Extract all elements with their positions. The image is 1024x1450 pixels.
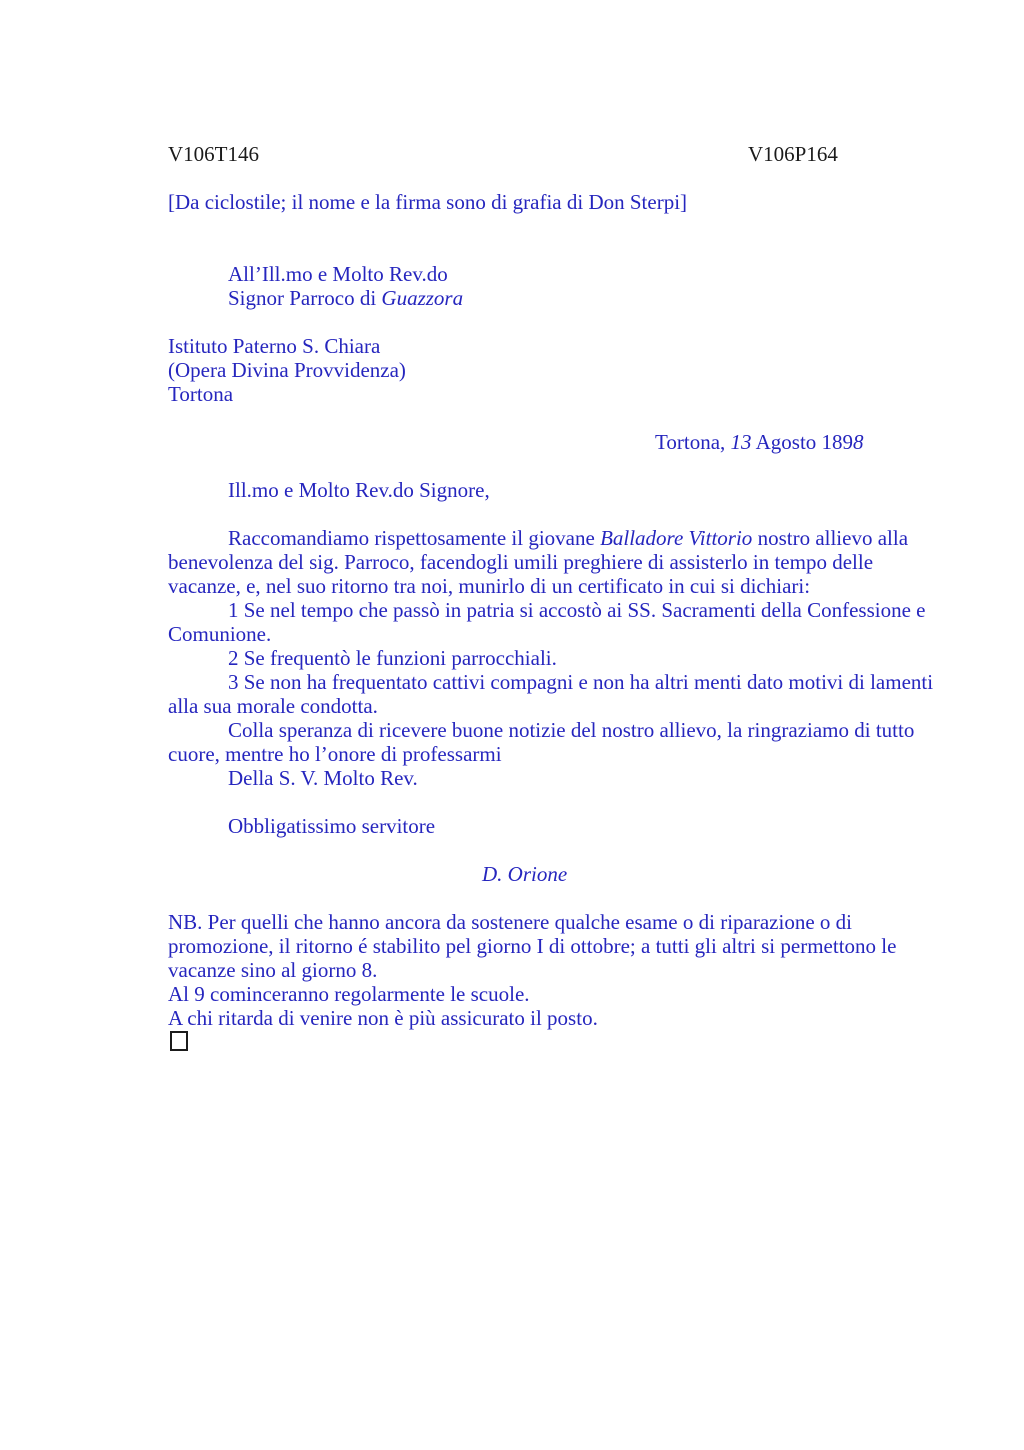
italic-text-segment: Balladore Vittorio [600,526,753,550]
text-segment: Istituto Paterno S. Chiara [168,334,381,358]
archive-code-right: V106P164 [748,142,838,166]
letter-line [168,1006,968,1030]
text-segment: Agosto 189 [751,430,854,454]
archive-code-left: V106T146 [168,142,259,166]
text-segment: alla sua morale condotta. [168,694,378,718]
text-segment: Comunione. [168,622,272,646]
text-segment: [Da ciclostile; il nome e la firma sono di grafia di Don Sterpi] [168,190,688,214]
blank-line [168,790,968,814]
text-segment: All’Ill.mo e Molto Rev.do [228,262,448,286]
letter-line [168,910,968,934]
letter-line [228,478,968,502]
text-segment: Tortona [168,382,234,406]
blank-line [168,310,968,334]
letter-line [168,622,968,646]
text-segment: benevolenza del sig. Parroco, facendogli umili preghiere di assisterlo in tempo delle [168,550,874,574]
letter-line [228,718,968,742]
text-segment: 3 Se non ha frequentato cattivi compagni e non ha altri menti dato motivi di lamenti [228,670,934,694]
text-segment: Signor Parroco di [228,286,382,310]
italic-text-segment: 8 [853,430,864,454]
letter-line [168,742,968,766]
text-segment: Della S. V. Molto Rev. [228,766,418,790]
letter-line [228,286,968,310]
letter-line [228,526,968,550]
text-segment: vacanze sino al giorno 8. [168,958,378,982]
text-segment: A chi ritarda di venire non è più assicurato il posto. [168,1006,598,1030]
blank-line [168,166,968,190]
letter-line [168,934,968,958]
italic-text-segment: 13 [730,430,752,454]
blank-line [168,886,968,910]
blank-line [168,454,968,478]
letter-line [228,598,968,622]
italic-text-segment: Guazzora [381,286,464,310]
empty-box-glyph [170,1031,188,1051]
text-segment: Colla speranza di ricevere buone notizie del nostro allievo, la ringraziamo di tutto [228,718,915,742]
letter-line [168,334,968,358]
letter-line [482,862,968,886]
blank-line [168,406,968,430]
letter-line [168,574,968,598]
letter-line [168,1030,968,1054]
text-segment: vacanze, e, nel suo ritorno tra noi, munirlo di un certificato in cui si dichiari: [168,574,811,598]
letter-line [168,694,968,718]
archive-code-row [168,142,968,166]
letter-body [168,166,968,1054]
text-segment: Obbligatissimo servitore [228,814,436,838]
letter-line [168,958,968,982]
blank-line [168,214,968,238]
text-segment: 1 Se nel tempo che passò in patria si accostò ai SS. Sacramenti della Confessione e [228,598,926,622]
italic-text-segment: D. Orione [482,862,568,886]
letter-line [228,670,968,694]
letter-line [228,262,968,286]
text-segment: promozione, il ritorno é stabilito pel giorno I di ottobre; a tutti gli altri si permettono le [168,934,897,958]
text-segment: Tortona, [655,430,731,454]
letter-line [655,430,968,454]
letter-line [168,550,968,574]
text-segment: (Opera Divina Provvidenza) [168,358,406,382]
letter-line [168,382,968,406]
letter-line [168,982,968,1006]
text-segment: cuore, mentre ho l’onore di professarmi [168,742,502,766]
text-segment: 2 Se frequentò le funzioni parrocchiali. [228,646,557,670]
letter-line [228,646,968,670]
blank-line [168,502,968,526]
blank-line [168,838,968,862]
letter-line [228,814,968,838]
text-segment: Al 9 cominceranno regolarmente le scuole. [168,982,530,1006]
letter-line [168,358,968,382]
letter-line [228,766,968,790]
letter-line [168,190,968,214]
letter-content [168,142,968,1054]
text-segment: Raccomandiamo rispettosamente il giovane [228,526,601,550]
text-segment: NB. Per quelli che hanno ancora da sostenere qualche esame o di riparazione o di [168,910,852,934]
text-segment: Ill.mo e Molto Rev.do Signore, [228,478,490,502]
blank-line [168,238,968,262]
text-segment: nostro allievo alla [752,526,909,550]
